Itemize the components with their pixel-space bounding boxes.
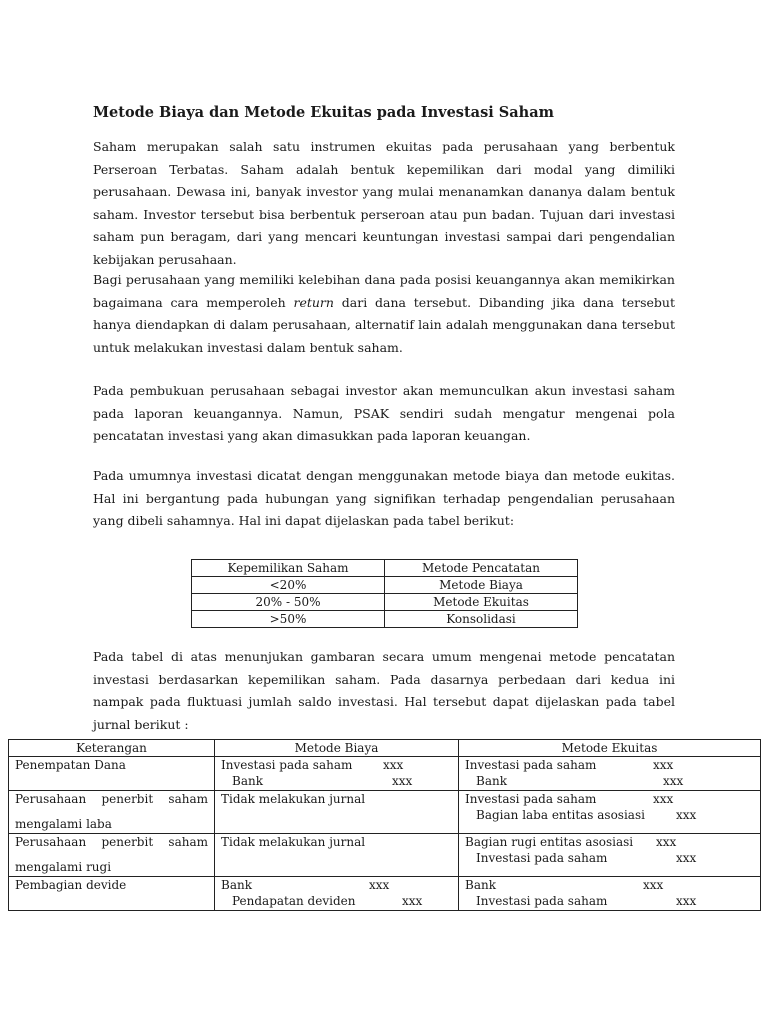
keterangan-text-cont: mengalami laba [15,817,112,831]
keterangan-text-cont: mengalami rugi [15,860,112,874]
journal-line [221,773,452,789]
keterangan-text: Penempatan Dana [15,758,126,772]
keterangan-text: Perusahaan penerbit saham [15,792,208,806]
account-name: Investasi pada saham [221,758,353,772]
account-name: Bank [232,774,263,788]
table-row [192,577,578,594]
method-cell: Metode Ekuitas [385,594,578,611]
header-kepemilikan: Kepemilikan Saham [192,560,385,577]
ownership-cell: 20% - 50% [192,594,385,611]
amount: xxx [383,758,404,772]
amount: xxx [643,878,664,892]
journal-line [465,807,754,823]
paragraph-1: Saham merupakan salah satu instrumen ekuitas pada perusahaan yang berbentuk Perseroan Terbatas. Saham adalah bentuk kepemilikan dari modal yang dimiliki perusahaan. Dewasa ini, banyak investor yang mulai menanamkan dananya dalam bentuk saham. Investor tersebut bisa berbentuk perseroan atau pun badan. Tujuan dari investasi saham pun beragam, dari yang mencari keuntungan investasi sampai dari pengendalian kebijakan perusahaan. [93,139,675,267]
account-name: Bagian laba entitas asosiasi [476,808,645,822]
journal-line [465,893,754,909]
biaya-cell [215,791,459,834]
account-name: Tidak melakukan jurnal [221,792,366,806]
header-metode-biaya: Metode Biaya [215,740,459,757]
table-row [192,594,578,611]
journal-line [465,850,754,866]
ownership-table [191,559,578,628]
journal-line [465,791,754,807]
amount: xxx [402,894,423,908]
amount: xxx [656,835,677,849]
ekuitas-cell [459,877,761,911]
amount: xxx [392,774,413,788]
biaya-cell [215,757,459,791]
account-name: Tidak melakukan jurnal [221,835,366,849]
journal-line [465,773,754,789]
paragraph-4: Pada umumnya investasi dicatat dengan menggunakan metode biaya dan metode eukitas. Hal ini bergantung pada hubungan yang signifikan terhadap pengendalian perusahaan yang dibeli sahamnya. Hal ini dapat dijelaskan pada tabel berikut: [93,468,675,528]
account-name: Investasi pada saham [476,894,608,908]
journal-line [221,791,452,808]
paragraph-2-part-1: Bagi perusahaan yang memiliki kelebihan dana pada posisi keuangannya akan memikirkan bagaimana cara memperoleh [93,272,675,310]
header-keterangan: Keterangan [9,740,215,757]
journal-table-header [9,740,761,757]
amount: xxx [676,851,697,865]
account-name: Bagian rugi entitas asosiasi [465,835,634,849]
table-row [192,611,578,628]
amount: xxx [676,894,697,908]
journal-line [221,877,452,893]
header-metode-ekuitas: Metode Ekuitas [459,740,761,757]
paragraph-5: Pada tabel di atas menunjukan gambaran secara umum mengenai metode pencatatan investasi berdasarkan kepemilikan saham. Pada dasarnya perbedaan dari kedua ini nampak pada fluktuasi jumlah saldo investasi. Hal tersebut dapat dijelaskan pada tabel jurnal berikut : [93,649,675,732]
biaya-cell [215,834,459,877]
keterangan-text: Perusahaan penerbit saham [15,835,208,849]
method-cell: Metode Biaya [385,577,578,594]
keterangan-text: Pembagian devide [15,878,127,892]
header-metode-pencatatan: Metode Pencatatan [385,560,578,577]
table-row [9,834,761,877]
keterangan-cell [9,877,215,911]
journal-line [465,877,754,893]
table-row [9,791,761,834]
journal-line [221,893,452,909]
table-row [9,877,761,911]
ownership-cell: >50% [192,611,385,628]
account-name: Investasi pada saham [465,758,597,772]
keterangan-cell [9,791,215,834]
keterangan-cell [9,757,215,791]
ownership-table-header [192,560,578,577]
ekuitas-cell [459,791,761,834]
amount: xxx [653,792,674,806]
amount: xxx [676,808,697,822]
account-name: Pendapatan deviden [232,894,356,908]
table-row [9,757,761,791]
document-title: Metode Biaya dan Metode Ekuitas pada Investasi Saham [93,104,554,121]
account-name: Bank [221,878,252,892]
paragraph-2-part-2: dari dana tersebut. Dibanding jika dana tersebut hanya diendapkan di dalam perusahaan, alternatif lain adalah menggunakan dana tersebut untuk melakukan investasi dalam bentuk saham. [93,294,675,355]
paragraph-3: Pada pembukuan perusahaan sebagai investor akan memunculkan akun investasi saham pada laporan keuangannya. Namun, PSAK sendiri sudah mengatur mengenai pola pencatatan investasi yang akan dimasukkan pada laporan keuangan. [93,383,675,443]
journal-line [465,834,754,850]
ekuitas-cell [459,757,761,791]
journal-line [465,757,754,773]
ownership-cell: <20% [192,577,385,594]
journal-line [221,757,452,773]
paragraph-2 [93,269,675,359]
biaya-cell [215,877,459,911]
amount: xxx [663,774,684,788]
amount: xxx [653,758,674,772]
journal-table [8,739,761,911]
keterangan-cell [9,834,215,877]
account-name: Bank [476,774,507,788]
method-cell: Konsolidasi [385,611,578,628]
account-name: Bank [465,878,496,892]
ekuitas-cell [459,834,761,877]
amount: xxx [369,878,390,892]
account-name: Investasi pada saham [465,792,597,806]
account-name: Investasi pada saham [476,851,608,865]
paragraph-2-italic: return [293,294,334,310]
journal-line [221,834,452,851]
